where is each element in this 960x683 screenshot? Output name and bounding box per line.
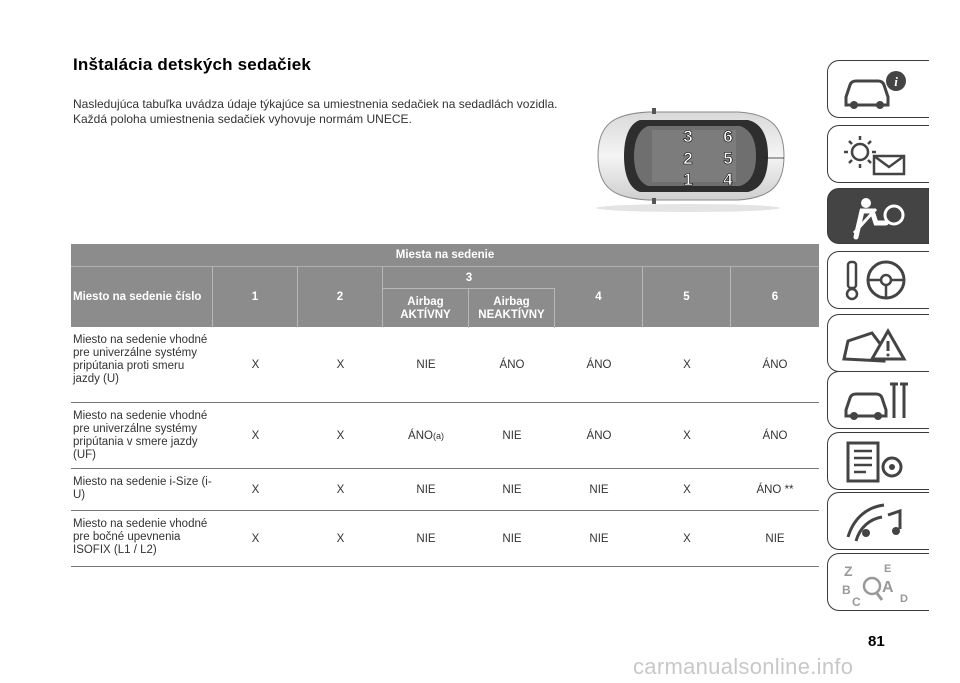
chapter-tab-index[interactable] (827, 553, 929, 611)
table-cell: ÁNO ** (756, 483, 794, 496)
chapter-tab-maintenance[interactable] (827, 371, 929, 429)
column-header: 4 (555, 267, 643, 327)
seat-number: 1 (683, 170, 693, 189)
column-header: 6 (771, 291, 779, 303)
table-cell: ÁNO (762, 429, 788, 442)
table-cell: X (336, 532, 345, 545)
child-seat-table (71, 244, 819, 567)
chapter-tab-technical-data[interactable] (827, 432, 929, 490)
technical-data-icon (838, 437, 918, 487)
car-info-icon (838, 65, 918, 115)
subheader-line: NEAKTÍVNY (478, 308, 545, 321)
car-seat-positions-figure (588, 100, 788, 212)
table-cell: X (683, 429, 691, 442)
page-title: Inštalácia detských sedačiek (73, 55, 312, 74)
subheader-line: Airbag (407, 295, 444, 308)
chapter-tab-multimedia[interactable] (827, 492, 929, 550)
cell-value: ÁNO (408, 429, 433, 442)
table-cell (383, 403, 469, 468)
chapter-tab-safety[interactable] (827, 188, 929, 244)
column-header: 5 (643, 267, 731, 327)
subheader-line: Airbag (493, 295, 530, 308)
multimedia-icon (838, 497, 918, 547)
intro-text (73, 97, 557, 127)
row-header-label: Miesto na sedenie číslo (71, 267, 213, 327)
table-cell: X (251, 532, 260, 545)
chapter-tab-emergency[interactable] (827, 314, 929, 372)
table-cell: X (336, 483, 345, 496)
warning-light-message-icon (838, 130, 918, 180)
column-header: 3 (383, 267, 555, 289)
table-row (71, 327, 819, 403)
column-header: 2 (298, 267, 383, 327)
svg-text:E: E (884, 563, 892, 575)
table-cell: ÁNO (586, 429, 612, 442)
chapter-tab-starting-driving[interactable] (827, 251, 929, 309)
row-label: Miesto na sedenie vhodné pre univerzálne systémy pripútania proti smeru jazdy (U) (73, 334, 208, 385)
car-maintenance-icon (838, 376, 918, 426)
table-row (71, 403, 819, 469)
table-cell: ÁNO (762, 358, 788, 371)
table-row (71, 511, 819, 567)
table-cell: NIE (502, 429, 522, 442)
table-cell: ÁNO (499, 358, 525, 371)
table-title: Miesta na sedenie (71, 244, 819, 266)
table-cell: X (336, 429, 345, 442)
table-cell: ÁNO (586, 358, 612, 371)
table-cell: NIE (589, 532, 609, 545)
table-cell: X (336, 358, 345, 371)
table-cell: X (251, 429, 260, 442)
row-label: Miesto na sedenie i-Size (i-U) (73, 476, 212, 501)
table-cell: X (683, 532, 691, 545)
footnote-marker: (a) (432, 430, 444, 441)
seat-number: 3 (683, 127, 693, 146)
column-header: 1 (213, 267, 298, 327)
row-label: Miesto na sedenie vhodné pre univerzálne systémy pripútania v smere jazdy (UF) (73, 410, 208, 461)
table-cell: NIE (416, 358, 436, 371)
intro-line: Nasledujúca tabuľka uvádza údaje týkajúce sa umiestnenia sedačiek na sedadlách vozidla. (73, 97, 558, 111)
table-cell: X (251, 358, 260, 371)
table-cell: X (683, 358, 691, 371)
row-label: Miesto na sedenie vhodné pre bočné upevnenia ISOFIX (L1 / L2) (73, 518, 208, 556)
svg-text:C: C (852, 595, 861, 608)
watermark-text: carmanualsonline.info (633, 654, 854, 679)
seat-number: 4 (723, 170, 733, 189)
column-subheader-airbag-inactive (469, 289, 555, 328)
svg-text:i: i (894, 74, 898, 89)
table-row (71, 469, 819, 511)
intro-line: Každá poloha umiestnenia sedačiek vyhovuje normám UNECE. (73, 112, 412, 126)
table-cell: NIE (502, 483, 522, 496)
index-icon (838, 558, 918, 608)
svg-text:D: D (900, 593, 908, 605)
seat-number: 2 (683, 149, 693, 168)
svg-text:B: B (842, 583, 851, 597)
table-cell: NIE (502, 532, 522, 545)
page-number: 81 (868, 633, 885, 650)
table-cell: X (683, 483, 691, 496)
key-steering-wheel-icon (838, 256, 918, 306)
column-subheader-airbag-active (383, 289, 469, 328)
seat-safety-airbag-icon (838, 193, 918, 243)
car-emergency-icon (838, 319, 918, 369)
table-cell: NIE (589, 483, 609, 496)
seat-number: 6 (723, 127, 733, 146)
svg-text:Z: Z (844, 563, 853, 579)
table-cell: NIE (416, 532, 436, 545)
table-cell: NIE (416, 483, 436, 496)
seat-number: 5 (723, 149, 733, 168)
svg-text:A: A (882, 579, 894, 596)
table-cell: NIE (765, 532, 785, 545)
subheader-line: AKTÍVNY (400, 308, 451, 321)
table-header-row (71, 266, 819, 327)
table-cell: X (251, 483, 260, 496)
chapter-tab-car-info[interactable] (827, 60, 929, 118)
chapter-tab-warning-lights[interactable] (827, 125, 929, 183)
